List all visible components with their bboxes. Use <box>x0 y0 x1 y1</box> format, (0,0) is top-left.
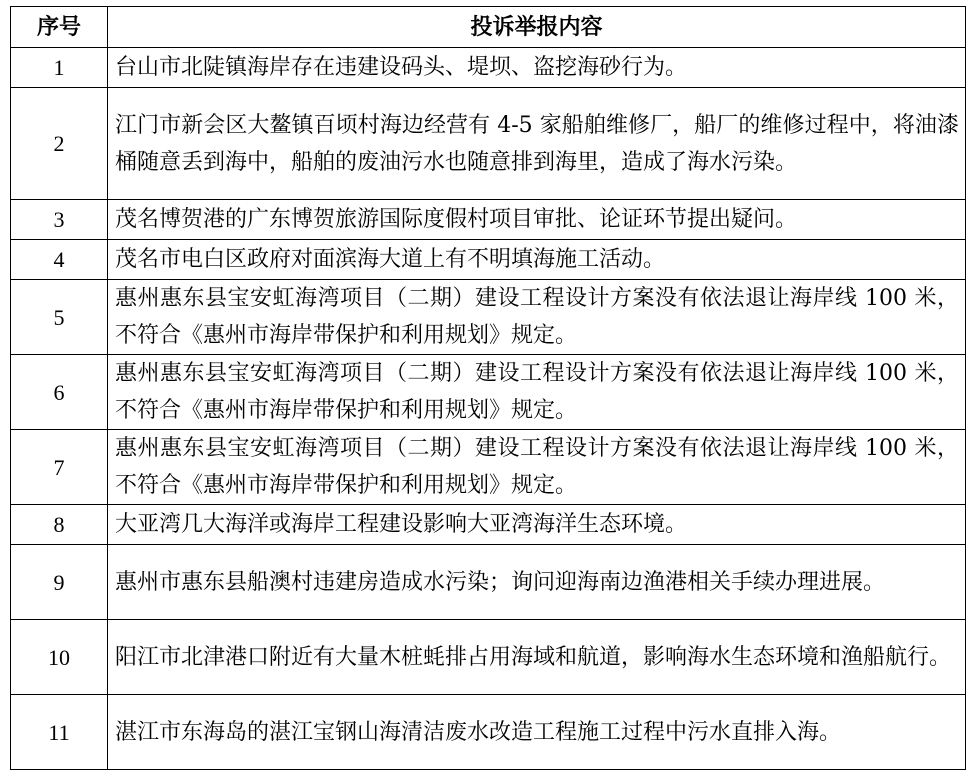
table-row <box>11 620 966 695</box>
row-content: 惠州惠东县宝安虹海湾项目（二期）建设工程设计方案没有依法退让海岸线 100 米，不符合《惠州市海岸带保护和利用规划》规定。 <box>108 355 966 430</box>
row-content: 茂名博贺港的广东博贺旅游国际度假村项目审批、论证环节提出疑问。 <box>108 200 966 240</box>
row-number: 7 <box>11 430 108 505</box>
table-row <box>11 200 966 240</box>
table-row <box>11 545 966 620</box>
table-row <box>11 355 966 430</box>
row-number: 3 <box>11 200 108 240</box>
header-num: 序号 <box>11 7 108 48</box>
row-number: 10 <box>11 620 108 695</box>
row-number: 11 <box>11 695 108 770</box>
row-content: 大亚湾几大海洋或海岸工程建设影响大亚湾海洋生态环境。 <box>108 505 966 545</box>
row-number: 6 <box>11 355 108 430</box>
row-content: 茂名市电白区政府对面滨海大道上有不明填海施工活动。 <box>108 240 966 280</box>
row-number: 8 <box>11 505 108 545</box>
table-row <box>11 88 966 200</box>
table-row <box>11 48 966 88</box>
table-row <box>11 430 966 505</box>
row-content: 惠州惠东县宝安虹海湾项目（二期）建设工程设计方案没有依法退让海岸线 100 米，不符合《惠州市海岸带保护和利用规划》规定。 <box>108 430 966 505</box>
row-content: 台山市北陡镇海岸存在违建设码头、堤坝、盗挖海砂行为。 <box>108 48 966 88</box>
row-content: 惠州市惠东县船澳村违建房造成水污染；询问迎海南边渔港相关手续办理进展。 <box>108 545 966 620</box>
row-number: 4 <box>11 240 108 280</box>
header-content: 投诉举报内容 <box>108 7 966 48</box>
table-row <box>11 695 966 770</box>
table-row <box>11 280 966 355</box>
table-row <box>11 240 966 280</box>
row-number: 5 <box>11 280 108 355</box>
row-content: 江门市新会区大鳌镇百顷村海边经营有 4-5 家船舶维修厂，船厂的维修过程中，将油漆桶随意丢到海中，船舶的废油污水也随意排到海里，造成了海水污染。 <box>108 88 966 200</box>
complaints-table <box>10 6 966 770</box>
row-content: 惠州惠东县宝安虹海湾项目（二期）建设工程设计方案没有依法退让海岸线 100 米，不符合《惠州市海岸带保护和利用规划》规定。 <box>108 280 966 355</box>
row-number: 9 <box>11 545 108 620</box>
table-row <box>11 505 966 545</box>
row-content: 湛江市东海岛的湛江宝钢山海清洁废水改造工程施工过程中污水直排入海。 <box>108 695 966 770</box>
row-content: 阳江市北津港口附近有大量木桩蚝排占用海域和航道，影响海水生态环境和渔船航行。 <box>108 620 966 695</box>
row-number: 1 <box>11 48 108 88</box>
row-number: 2 <box>11 88 108 200</box>
header-row <box>11 7 966 48</box>
